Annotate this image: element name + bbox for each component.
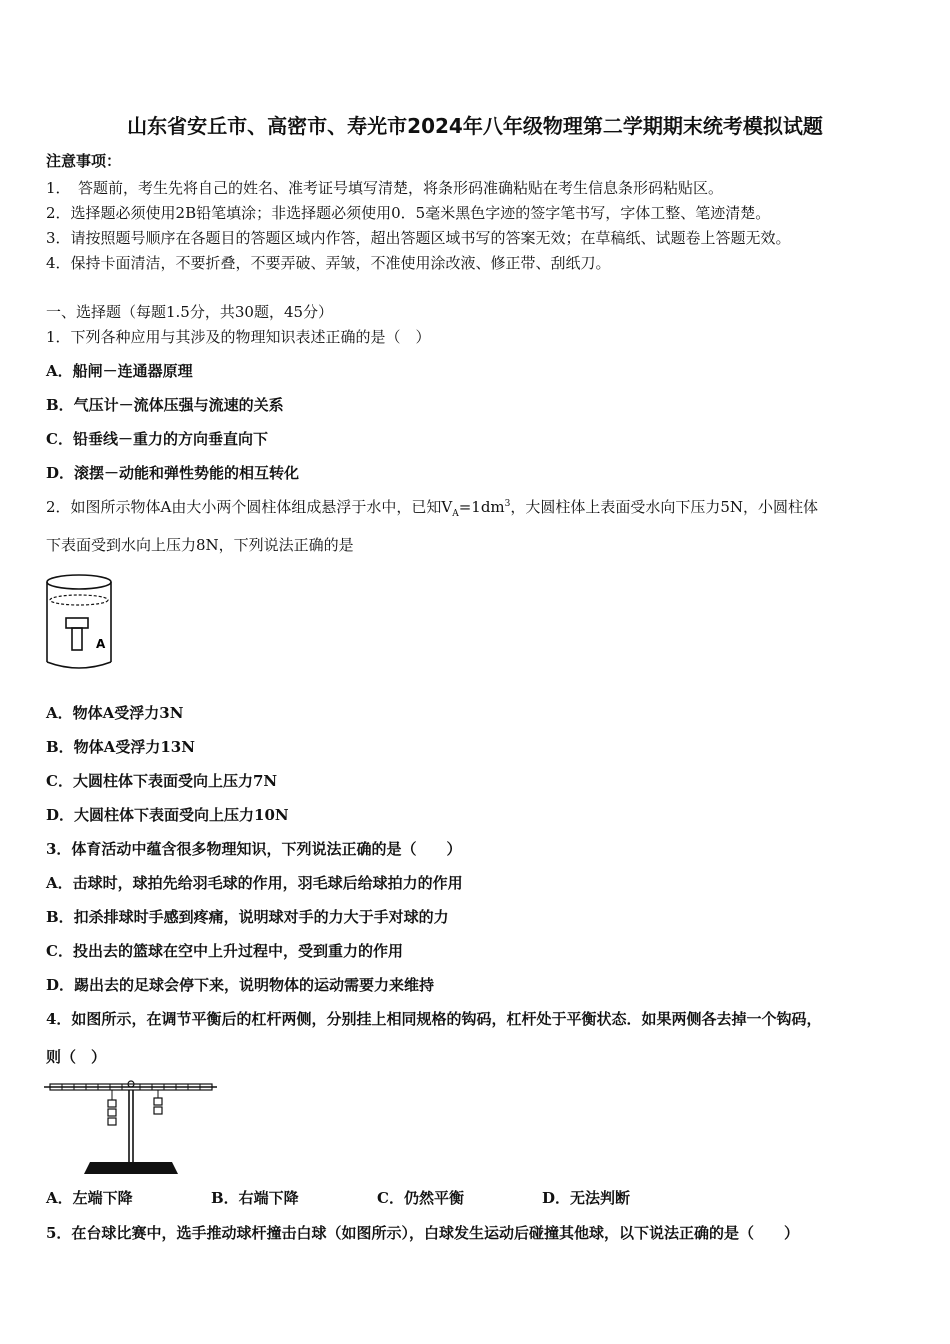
beaker-figure (44, 572, 116, 672)
q1-option-b: B．气压计－流体压强与流速的关系 (46, 396, 284, 414)
q2-option-b: B．物体A受浮力13N (46, 738, 195, 756)
question-2-stem: 2．如图所示物体A由大小两个圆柱体组成悬浮于水中，已知$V_A=1dm^3$，大圆柱体上表面受水向下压力5N，小圆柱体 (46, 498, 819, 519)
q3-option-d: D．踢出去的足球会停下来，说明物体的运动需要力来维持 (46, 976, 435, 994)
q4-option-a: A．左端下降 (46, 1189, 133, 1207)
q2-option-d: D．大圆柱体下表面受向上压力10N (46, 806, 289, 824)
notice-item: 4．保持卡面清洁，不要折叠，不要弄破、弄皱，不准使用涂改液、修正带、刮纸刀。 (46, 254, 611, 272)
question-5-stem: 5．在台球比赛中，选手推动球杆撞击白球（如图所示），白球发生运动后碰撞其他球，以下说法正确的是（ ） (46, 1224, 799, 1242)
q4-option-c: C．仍然平衡 (377, 1189, 464, 1207)
q2-option-a: A．物体A受浮力3N (46, 704, 184, 722)
question-1-stem: 1．下列各种应用与其涉及的物理知识表述正确的是（ ） (46, 328, 431, 346)
notice-heading: 注意事项： (46, 152, 122, 170)
q1-option-a: A．船闸－连通器原理 (46, 362, 193, 380)
question-4-stem: 4．如图所示，在调节平衡后的杠杆两侧，分别挂上相同规格的钩码，杠杆处于平衡状态．如果两侧各去掉一个钩码， (46, 1010, 822, 1028)
q3-option-c: C．投出去的篮球在空中上升过程中，受到重力的作用 (46, 942, 403, 960)
lever-figure (42, 1076, 222, 1176)
q3-option-b: B．扣杀排球时手感到疼痛，说明球对手的力大于手对球的力 (46, 908, 449, 926)
q4-option-b: B．右端下降 (211, 1189, 299, 1207)
notice-item: 2．选择题必须使用2B铅笔填涂；非选择题必须使用0．5毫米黑色字迹的签字笔书写，字体工整、笔迹清楚。 (46, 204, 771, 222)
q1-option-c: C．铅垂线－重力的方向垂直向下 (46, 430, 268, 448)
notice-item: 3．请按照题号顺序在各题目的答题区域内作答，超出答题区域书写的答案无效；在草稿纸、试题卷上答题无效。 (46, 229, 791, 247)
question-3-stem: 3．体育活动中蕴含很多物理知识，下列说法正确的是（ ） (46, 840, 462, 858)
q4-option-d: D．无法判断 (542, 1189, 631, 1207)
q3-option-a: A．击球时，球拍先给羽毛球的作用，羽毛球后给球拍力的作用 (46, 874, 463, 892)
question-2-stem-line2: 下表面受到水向上压力8N，下列说法正确的是 (46, 536, 354, 554)
q2-option-c: C．大圆柱体下表面受向上压力7N (46, 772, 278, 790)
question-4-stem-line2: 则（ ） (46, 1048, 107, 1066)
figure-label-a: A (96, 637, 106, 651)
page-title: 山东省安丘市、高密市、寿光市2024年八年级物理第二学期期末统考模拟试题 (127, 114, 823, 138)
section-heading: 一、选择题（每题1.5分，共30题，45分） (46, 303, 334, 321)
notice-item: 1． 答题前，考生先将自己的姓名、准考证号填写清楚，将条形码准确粘贴在考生信息条形码粘贴区。 (46, 179, 724, 197)
q1-option-d: D．滚摆－动能和弹性势能的相互转化 (46, 464, 300, 482)
